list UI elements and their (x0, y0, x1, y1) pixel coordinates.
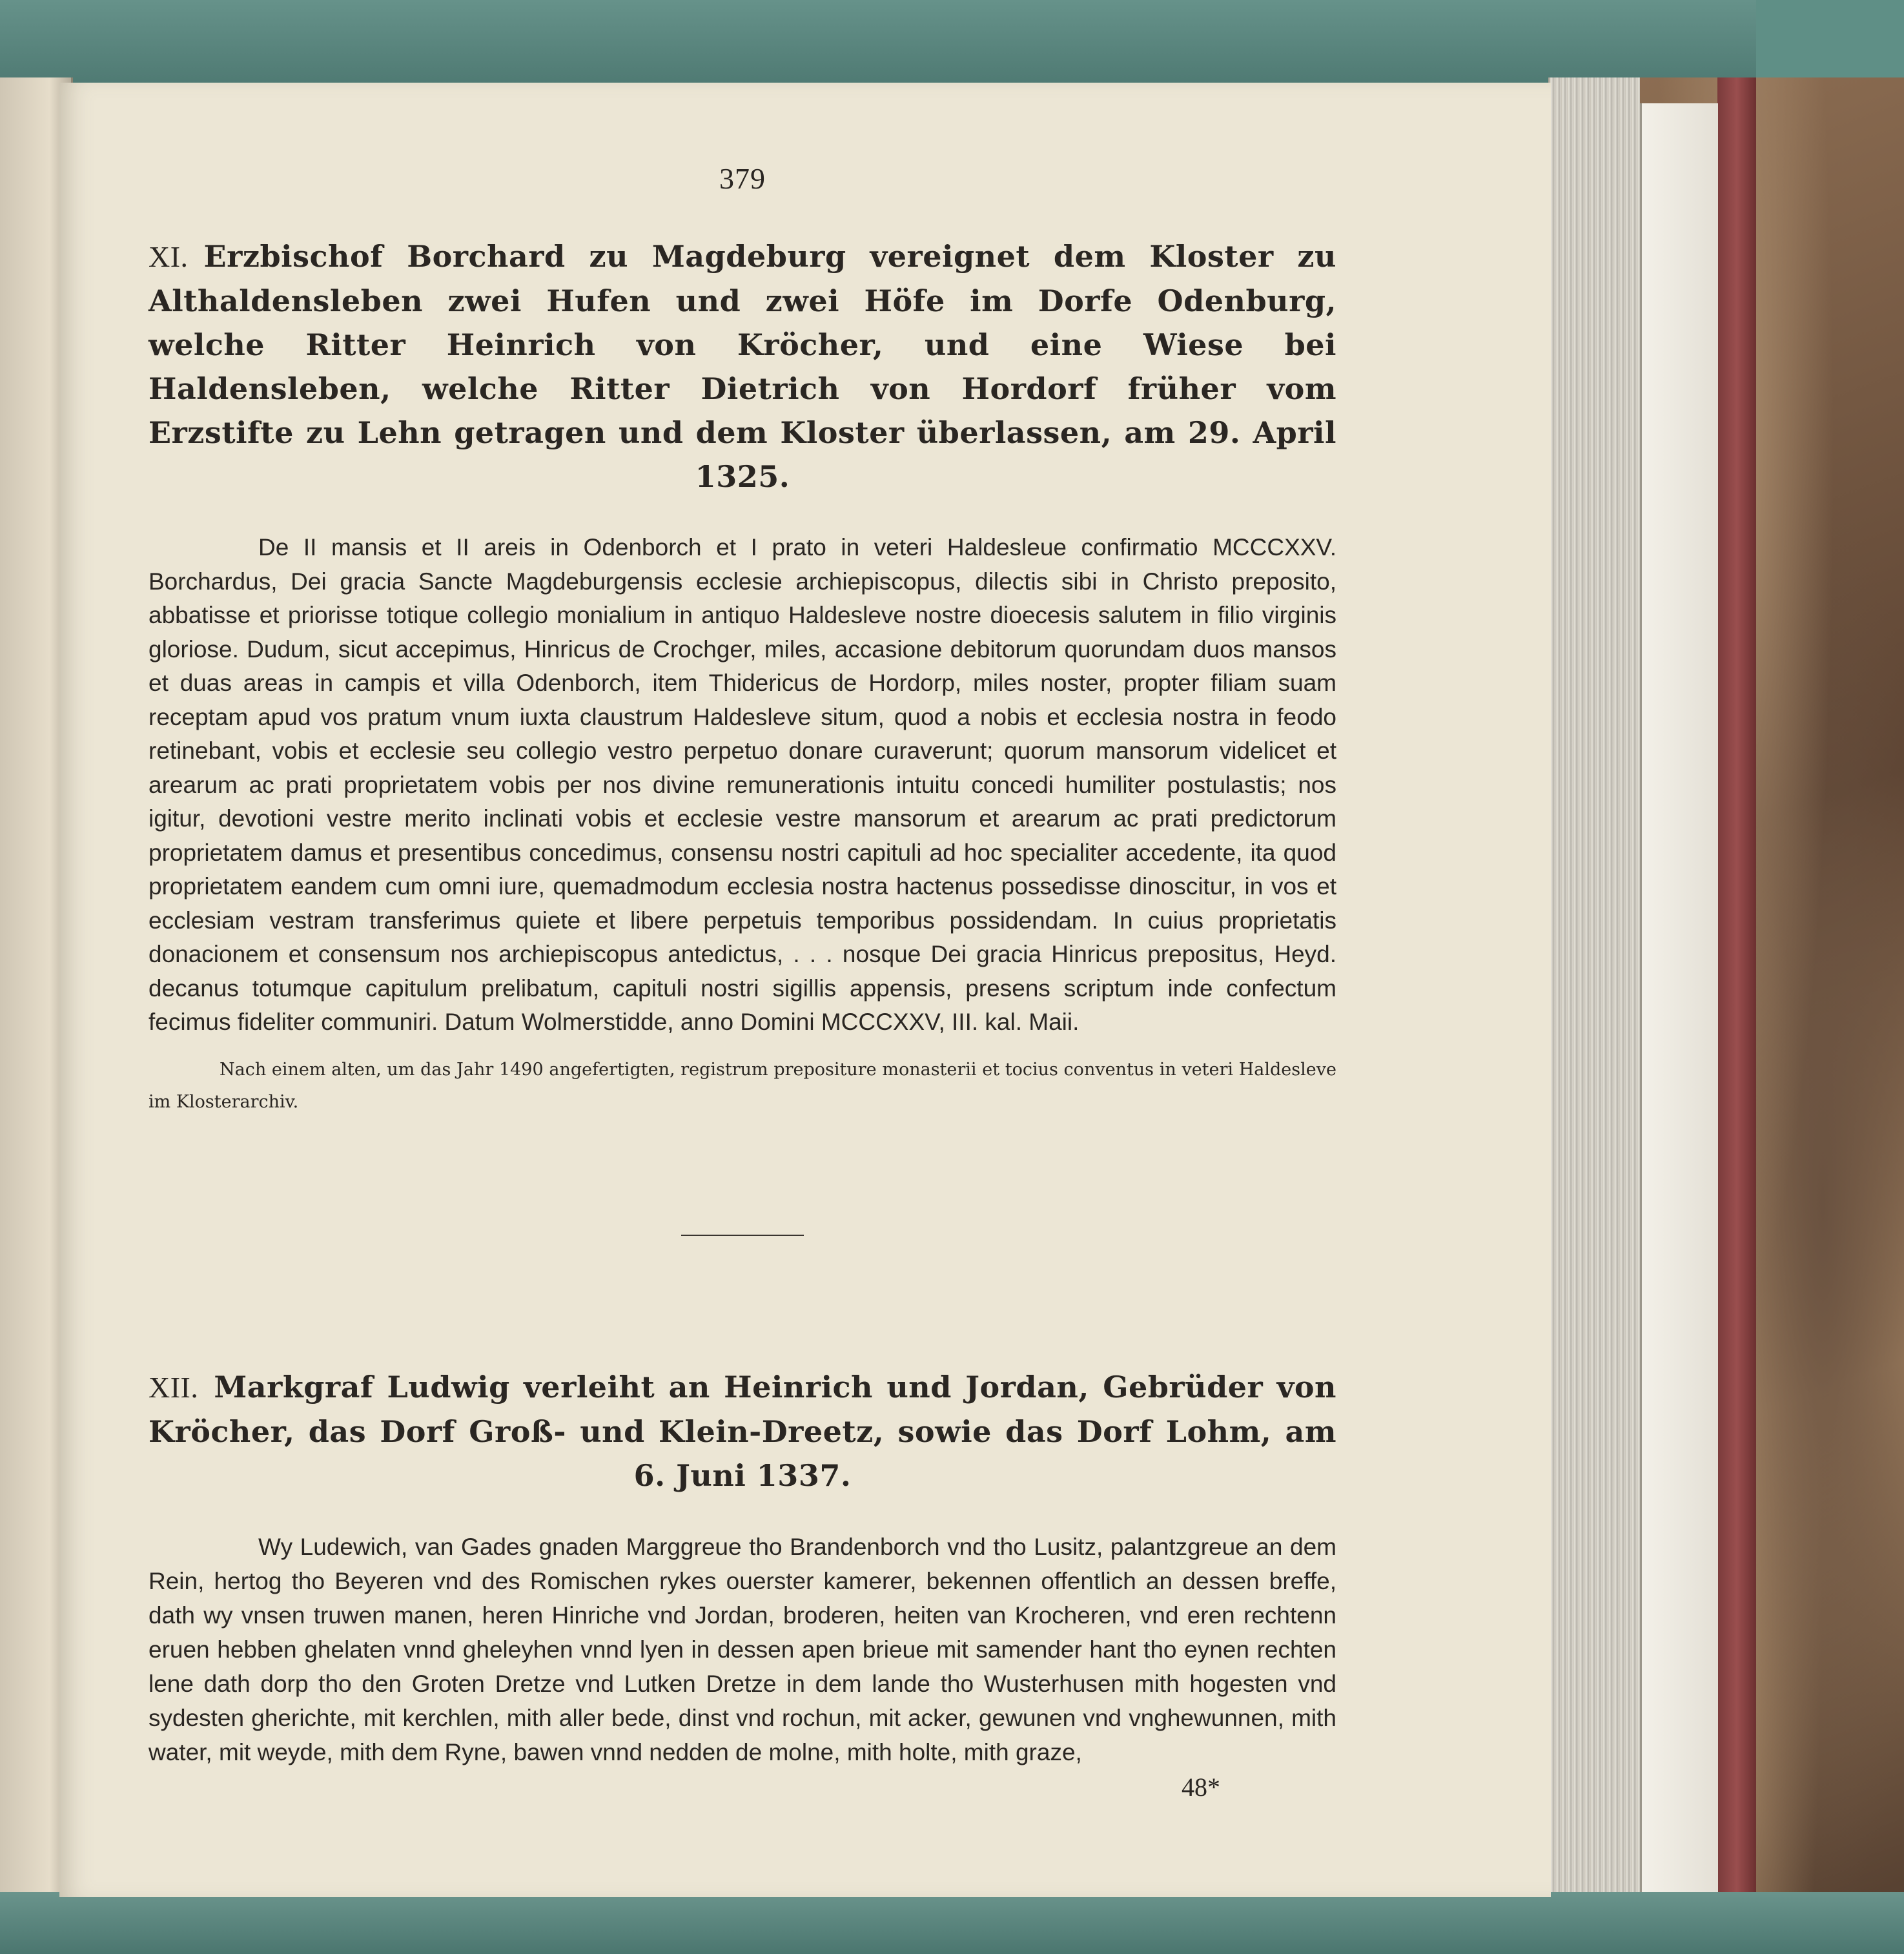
signature-mark: 48* (1182, 1772, 1220, 1802)
document-xii (148, 1365, 1336, 1769)
document-numeral: XI. (148, 240, 189, 273)
document-heading (148, 234, 1336, 499)
document-text: Wy Ludewich, van Gades gnaden Marggreue tho Brandenborch vnd tho Lusitz, palantzgreue an dem Rein, hertog tho Beyeren vnd des Romischen rykes ouerster kamerer, bekennen offentlich an dessen breffe, dath wy vnsen truwen manen, heren Hinriche vnd Jordan, broderen, heiten van Krocheren, vnd eren rechtenn eruen hebben ghelaten vnnd gheleyhen vnnd lyen in dessen apen brieue mit samender hant tho eynen rechten lene dath dorp tho den Groten Dretze vnd Lutken Dretze in dem lande tho Wusterhusen mith hogesten vnd sydesten gherichte, mit kerchlen, mith aller bede, dinst vnd rochun, mit acker, gewunen vnd vnghewunnen, mith water, mit weyde, mith dem Ryne, bawen vnnd nedden de molne, mith holte, mith graze, (148, 1533, 1336, 1765)
book-cover-bottom (0, 1892, 1904, 1954)
cover-edge (1717, 77, 1756, 1937)
section-divider (681, 1235, 804, 1236)
page-number: 379 (719, 162, 766, 195)
document-numeral: XII. (148, 1370, 199, 1404)
page-content (148, 161, 1336, 1802)
document-heading (148, 1365, 1336, 1497)
document-title: Markgraf Ludwig verleiht an Heinrich und Jordan, Gebrüder von Kröcher, das Dorf Groß- und Klein-Dreetz, sowie das Dorf Lohm, am 6. Juni 1337. (148, 1369, 1336, 1493)
document-title: Erzbischof Borchard zu Magdeburg vereignet dem Kloster zu Althaldensleben zwei Hufen und zwei Höfe im Dorfe Odenburg, welche Ritter Heinrich von Kröcher, und eine Wiese bei Haldensleben, welche Ritter Dietrich von Hordorf früher vom Erzstifte zu Lehn getragen und dem Kloster überlassen, am 29. April 1325. (148, 239, 1336, 494)
page-block-edge (1640, 103, 1718, 1911)
book-cover-top (0, 0, 1756, 84)
source-note: Nach einem alten, um das Jahr 1490 angefertigten, registrum prepositure monasterii et tocius conventus in veteri Haldesleve im Klosterarchiv. (148, 1059, 1336, 1112)
document-text: De II mansis et II areis in Odenborch et I prato in veteri Haldesleue confirmatio MCCCXXV. Borchardus, Dei gracia Sancte Magdeburgensis ecclesie archiepiscopus, dilectis sibi in Christo preposito, abbatisse et priorisse totique collegio monialium in antiquo Haldesleve nostre dioecesis salutem in filio virginis gloriose. Dudum, sicut accepimus, Hinricus de Crochger, miles, accasione debitorum quorundam duos mansos et duas areas in campis et villa Odenborch, item Thidericus de Hordorp, miles noster, propter filiam suam receptam apud vos pratum vnum iuxta claustrum Haldesleve situm, quod a nobis et ecclesia nostra in feodo retinebant, vobis et ecclesie seu collegio vestro perpetuo donare curaverunt; quorum mansorum videlicet et arearum ac prati proprietatem vobis per nos divine remunerationis intuitu concedi humiliter postulastis; nos igitur, devotioni vestre merito inclinati vobis et ecclesie vestre mansorum et arearum ac prati predictorum proprietatem damus et presentibus concedimus, consensu nostri capituli ad hoc specialiter accedente, ita quod proprietatem eandem cum omni iure, quemadmodum ecclesia nostra hactenus possedisse dinoscitur, in vos et ecclesiam vestram transferimus quiete et libere perpetuis temporibus possidendam. In cuius proprietatis donacionem et consensum nos archiepiscopus antedictus, . . . nosque Dei gracia Hinricus prepositus, Heyd. decanus totumque capitulum prelibatum, capituli nostri sigillis appensis, presens scriptum inde confectum fecimus fideliter communiri. Datum Wolmerstidde, anno Domini MCCCXXV, III. kal. Maii. (148, 534, 1336, 1035)
document-xi (148, 234, 1336, 1118)
page-edges (1548, 77, 1640, 1898)
